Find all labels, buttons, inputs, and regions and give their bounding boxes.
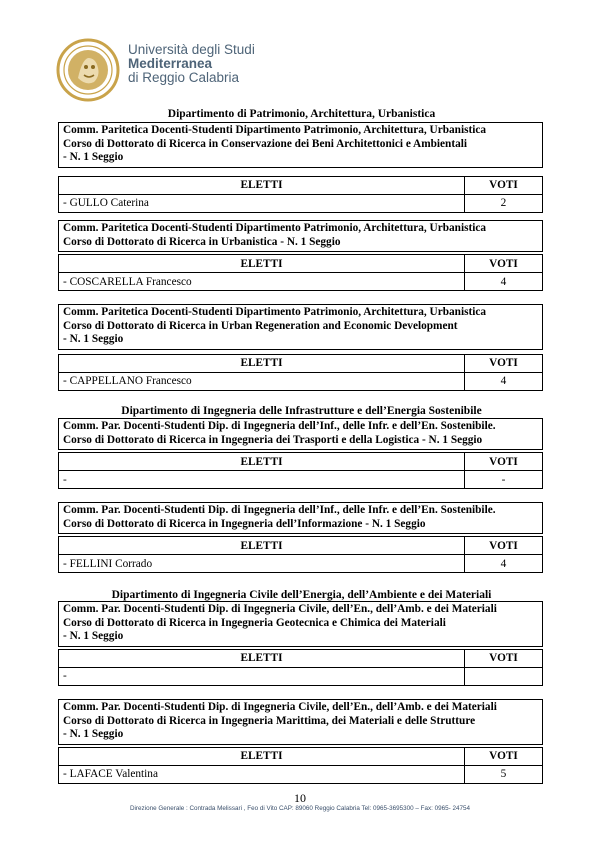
results-table xyxy=(58,649,543,686)
col-header-votes: VOTI xyxy=(465,176,543,194)
header-line: Corso di Dottorato di Ricerca in Conservazione dei Beni Architettonici e Ambientali xyxy=(63,137,468,150)
elected-name: - COSCARELLA Francesco xyxy=(59,273,465,291)
col-header-votes: VOTI xyxy=(465,649,543,667)
col-header-votes: VOTI xyxy=(465,537,543,555)
results-table xyxy=(58,747,543,784)
committee-header xyxy=(58,502,543,534)
seat-block xyxy=(58,601,543,686)
header-line: Corso di Dottorato di Ricerca in Urban Regeneration and Economic Development xyxy=(63,319,458,332)
header-line: Corso di Dottorato di Ricerca in Urbanistica - N. 1 Seggio xyxy=(63,235,341,248)
col-header-elected: ELETTI xyxy=(59,354,465,372)
department-heading: Dipartimento di Ingegneria delle Infrastrutture e dell’Energia Sostenibile xyxy=(121,405,482,417)
seat-block xyxy=(58,699,543,784)
votes-value: - xyxy=(465,471,543,489)
col-header-elected: ELETTI xyxy=(59,453,465,471)
votes-value: 4 xyxy=(465,372,543,390)
results-table xyxy=(58,176,543,213)
results-table xyxy=(58,452,543,489)
votes-value: 4 xyxy=(465,273,543,291)
header-line: Comm. Paritetica Docenti-Studenti Dipartimento Patrimonio, Architettura, Urbanistica xyxy=(63,222,487,234)
col-header-votes: VOTI xyxy=(465,255,543,273)
university-name-line1: Università degli Studi xyxy=(128,42,255,57)
col-header-votes: VOTI xyxy=(465,747,543,765)
col-header-elected: ELETTI xyxy=(59,176,465,194)
votes-value: 2 xyxy=(465,194,543,212)
seat-block xyxy=(58,304,543,391)
committee-header xyxy=(58,601,543,647)
seat-block xyxy=(58,122,543,213)
col-header-elected: ELETTI xyxy=(59,537,465,555)
department-heading: Dipartimento di Patrimonio, Architettura, Urbanistica xyxy=(167,108,436,120)
header-line: Comm. Par. Docenti-Studenti Dip. di Ingegneria dell’Inf., delle Infr. e dell’En. Sostenibile. xyxy=(63,504,496,516)
col-header-elected: ELETTI xyxy=(59,649,465,667)
col-header-elected: ELETTI xyxy=(59,255,465,273)
elected-name: - GULLO Caterina xyxy=(59,194,465,212)
page-number: 10 xyxy=(294,791,306,805)
col-header-votes: VOTI xyxy=(465,453,543,471)
seat-block xyxy=(58,220,543,291)
results-table xyxy=(58,354,543,391)
votes-value xyxy=(465,667,543,685)
header-line: - N. 1 Seggio xyxy=(63,630,124,642)
header-line: Comm. Par. Docenti-Studenti Dip. di Ingegneria dell’Inf., delle Infr. e dell’En. Sostenibile. xyxy=(63,420,496,432)
results-table xyxy=(58,536,543,573)
col-header-votes: VOTI xyxy=(465,354,543,372)
committee-header xyxy=(58,699,543,745)
committee-header xyxy=(58,304,543,350)
footer-address: Direzione Generale : Contrada Melissari , Feo di Vito CAP: 89060 Reggio Calabria Tel: 0965-3695300 – Fax: 0965- 24754 xyxy=(129,805,470,812)
department-heading: Dipartimento di Ingegneria Civile dell’Energia, dell’Ambiente e dei Materiali xyxy=(111,589,492,601)
header-line: Corso di Dottorato di Ricerca in Ingegneria Geotecnica e Chimica dei Materiali xyxy=(63,616,446,629)
col-header-elected: ELETTI xyxy=(59,747,465,765)
header-line: Corso di Dottorato di Ricerca in Ingegneria dei Trasporti e della Logistica - N. 1 Seggio xyxy=(63,433,483,446)
header-line: - N. 1 Seggio xyxy=(63,728,124,740)
university-seal-logo xyxy=(56,38,120,102)
university-name-line3: di Reggio Calabria xyxy=(128,70,240,85)
committee-header xyxy=(58,122,543,168)
header-line: Comm. Par. Docenti-Studenti Dip. di Ingegneria Civile, dell’En., dell’Amb. e dei Materiali xyxy=(63,603,497,615)
committee-header xyxy=(58,220,543,252)
seat-block xyxy=(58,418,543,489)
votes-value: 5 xyxy=(465,765,543,783)
university-name xyxy=(128,43,255,85)
elected-name: - xyxy=(59,667,465,685)
header-line: Comm. Paritetica Docenti-Studenti Dipartimento Patrimonio, Architettura, Urbanistica xyxy=(63,306,487,318)
elected-name: - LAFACE Valentina xyxy=(59,765,465,783)
elected-name: - xyxy=(59,471,465,489)
elected-name: - FELLINI Corrado xyxy=(59,555,465,573)
header-line: Corso di Dottorato di Ricerca in Ingegneria dell’Informazione - N. 1 Seggio xyxy=(63,517,426,530)
committee-header xyxy=(58,418,543,450)
votes-value: 4 xyxy=(465,555,543,573)
header-line: Comm. Paritetica Docenti-Studenti Dipartimento Patrimonio, Architettura, Urbanistica xyxy=(63,124,487,136)
university-name-line2: Mediterranea xyxy=(128,56,213,71)
results-table xyxy=(58,254,543,291)
header-line: Corso di Dottorato di Ricerca in Ingegneria Marittima, dei Materiali e delle Strutture xyxy=(63,714,476,727)
header-line: - N. 1 Seggio xyxy=(63,333,124,345)
header-line: Comm. Par. Docenti-Studenti Dip. di Ingegneria Civile, dell’En., dell’Amb. e dei Materiali xyxy=(63,701,497,713)
header-line: - N. 1 Seggio xyxy=(63,151,124,163)
seat-block xyxy=(58,502,543,573)
elected-name: - CAPPELLANO Francesco xyxy=(59,372,465,390)
